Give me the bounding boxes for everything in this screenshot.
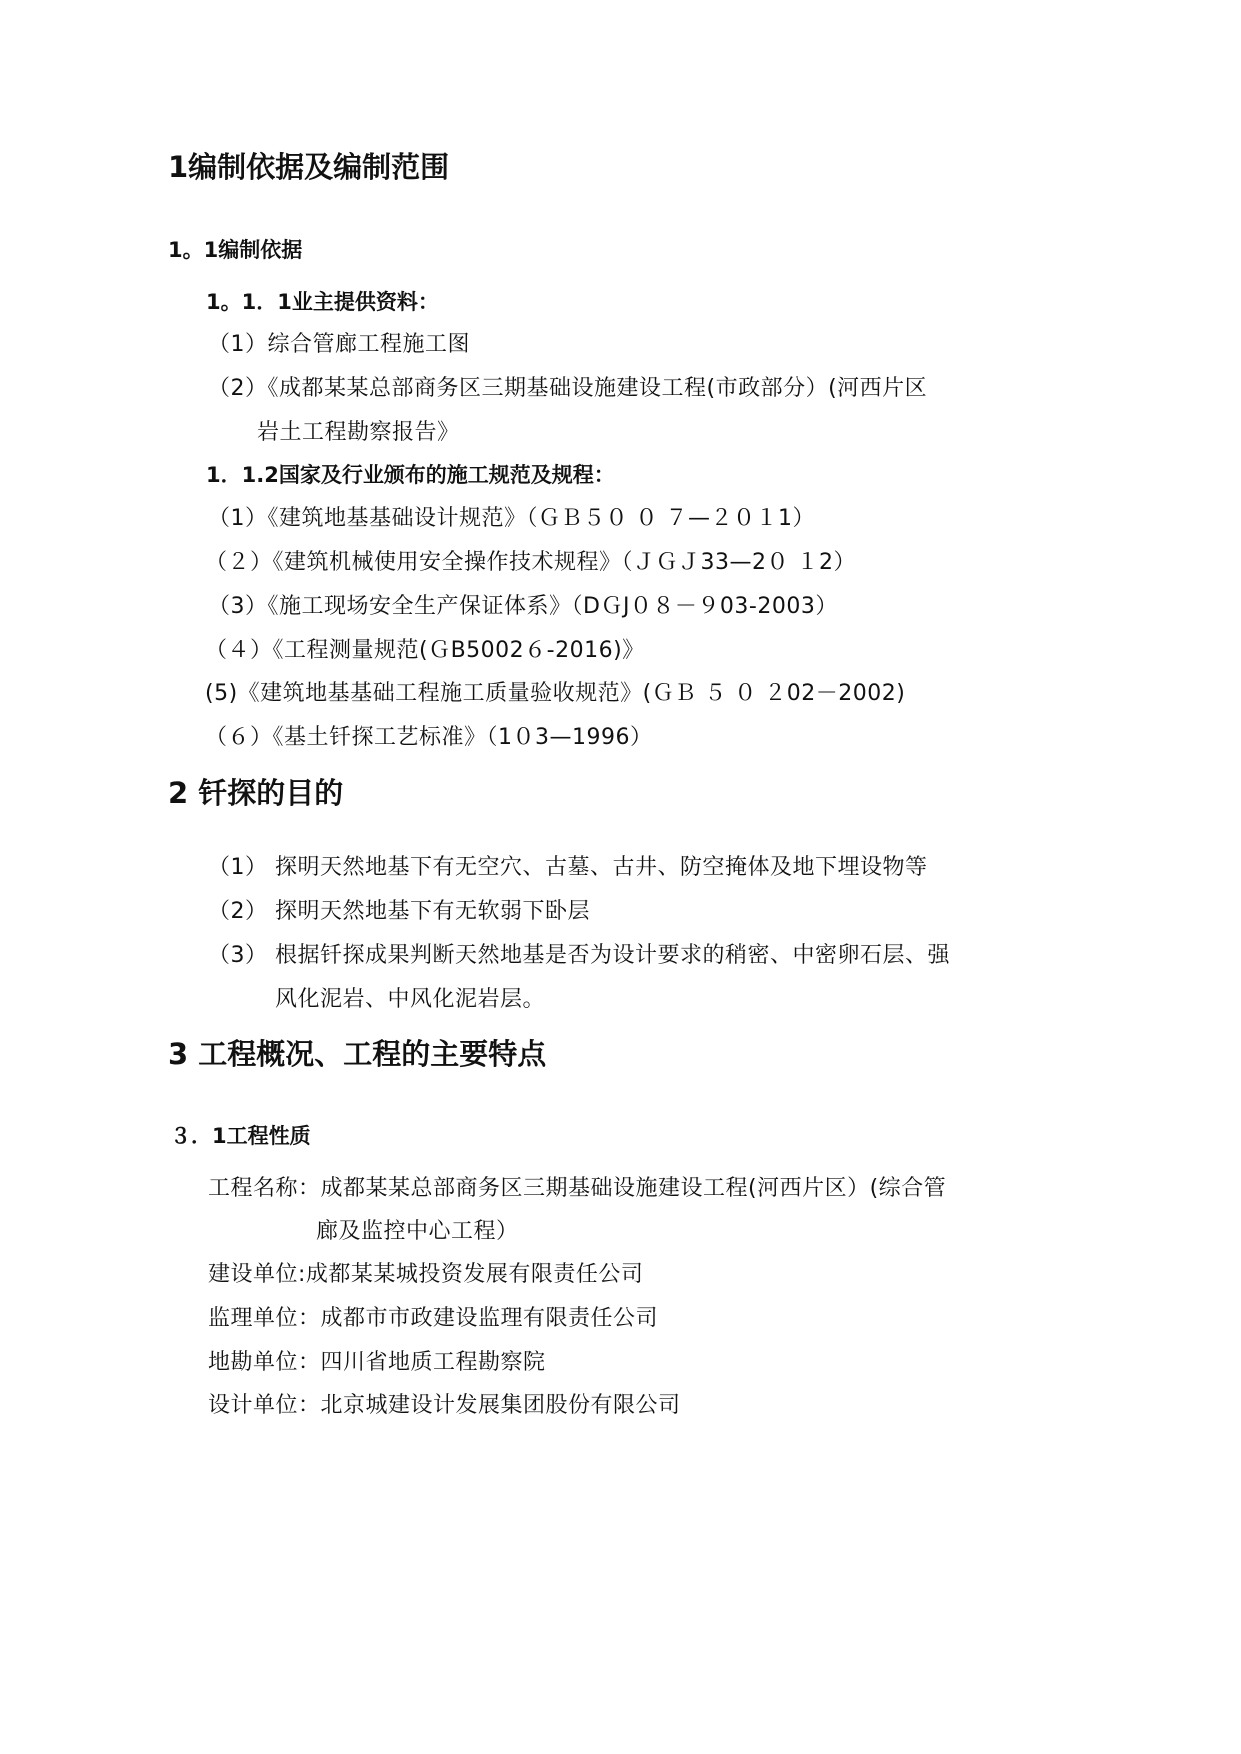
supervision-unit-line: 监理单位：成都市市政建设监理有限责任公司 (208, 1306, 659, 1331)
standard-item-6: （６）《基土钎探工艺标准》（1０3—1996） (205, 725, 653, 750)
owner-item-2: （2）《成都某某总部商务区三期基础设施建设工程(市政部分）(河西片区 (208, 376, 928, 401)
purpose-item-2: （2） 探明天然地基下有无软弱下卧层 (208, 899, 590, 924)
project-name-line: 工程名称：成都某某总部商务区三期基础设施建设工程(河西片区）(综合管 (208, 1176, 947, 1201)
section-1-1-1-heading: 1。1．1业主提供资料： (206, 290, 439, 314)
standard-item-4: （４）《工程测量规范(ＧB5002６-2016)》 (205, 638, 645, 663)
purpose-item-3-continued: 风化泥岩、中风化泥岩层。 (275, 987, 546, 1012)
design-unit-line: 设计单位：北京城建设计发展集团股份有限公司 (208, 1393, 681, 1418)
construction-unit-line: 建设单位:成都某某城投资发展有限责任公司 (208, 1262, 644, 1287)
section-3-heading: 3 工程概况、工程的主要特点 (168, 1037, 547, 1071)
purpose-item-3: （3） 根据钎探成果判断天然地基是否为设计要求的稍密、中密卵石层、强 (208, 943, 950, 968)
standard-item-3: （3）《施工现场安全生产保证体系》（DＧJ０８－９03-2003） (208, 594, 838, 619)
standard-item-1: （1）《建筑地基基础设计规范》（ＧＢ５０ ０ ７—２０１1） (208, 506, 815, 531)
owner-item-1: （1）综合管廊工程施工图 (208, 332, 470, 357)
standard-item-5: (5)《建筑地基基础工程施工质量验收规范》(ＧＢ ５ ０ ２02－2002) (205, 681, 906, 706)
section-1-1-2-heading: 1．1.2国家及行业颁布的施工规范及规程： (206, 463, 615, 487)
section-3-1-heading: ３．1工程性质 (170, 1124, 311, 1148)
survey-unit-line: 地勘单位：四川省地质工程勘察院 (208, 1350, 546, 1375)
purpose-item-1: （1） 探明天然地基下有无空穴、古墓、古井、防空掩体及地下埋设物等 (208, 855, 928, 880)
standard-item-2: （２）《建筑机械使用安全操作技术规程》（ＪＧＪ33—2０ １2） (205, 550, 856, 575)
section-1-1-heading: 1。1编制依据 (168, 238, 303, 262)
owner-item-2-continued: 岩土工程勘察报告》 (257, 420, 460, 445)
section-1-heading: 1编制依据及编制范围 (168, 150, 450, 184)
section-2-heading: 2 钎探的目的 (168, 776, 344, 810)
project-name-continued: 廊及监控中心工程） (316, 1219, 519, 1244)
